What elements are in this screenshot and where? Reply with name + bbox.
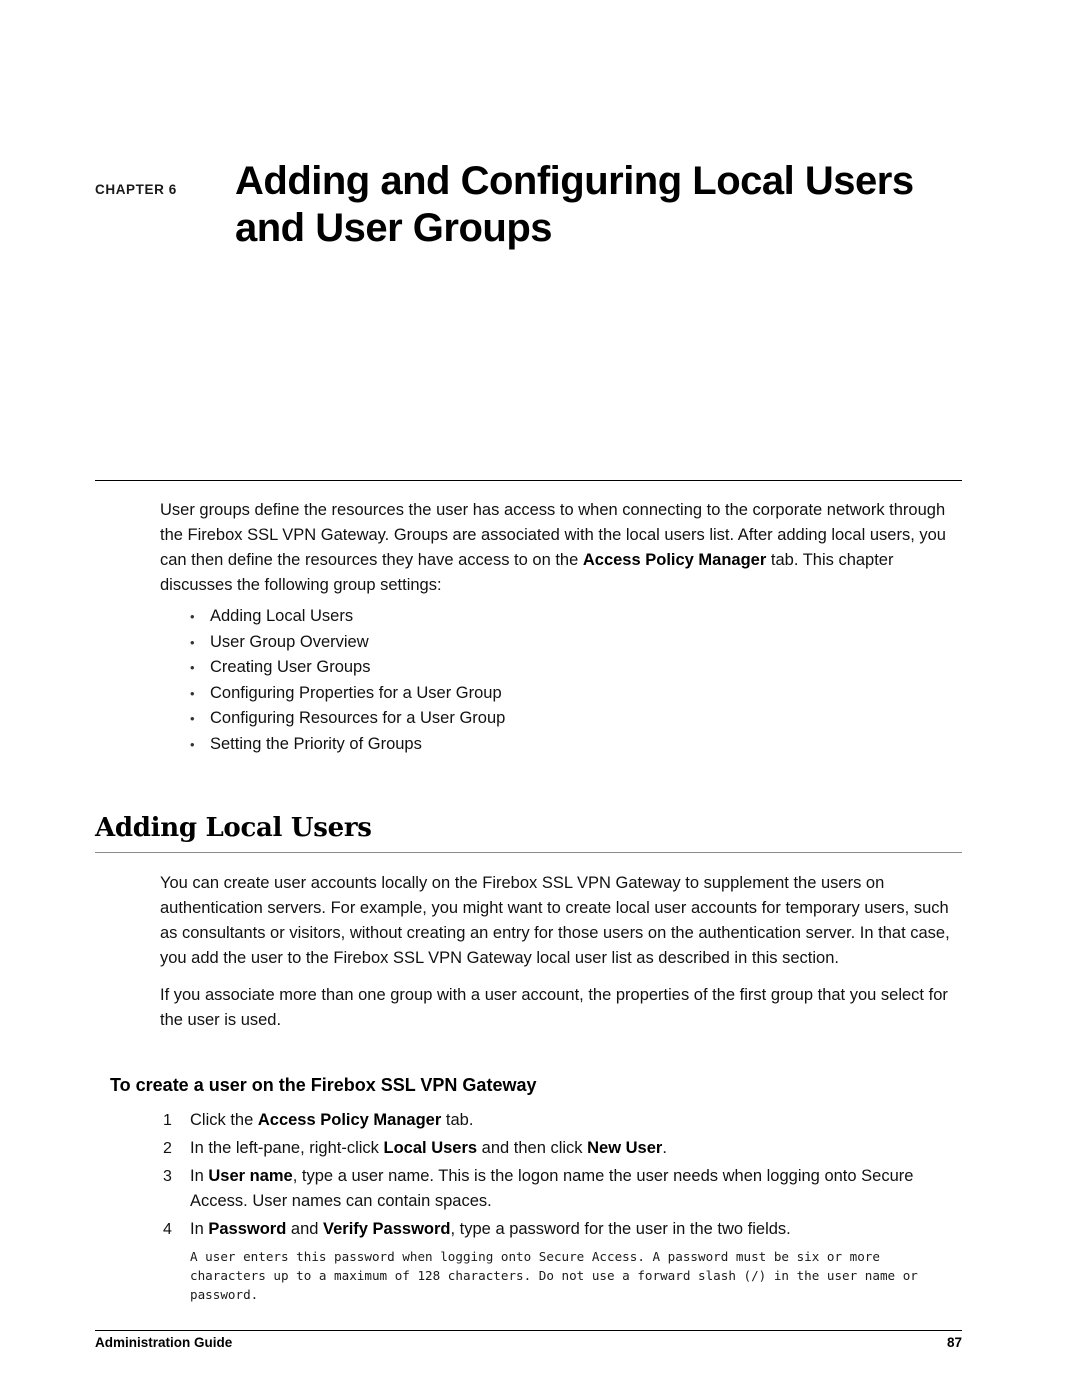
step-number: 1 [163,1112,172,1129]
step-number: 3 [163,1168,172,1185]
step-text: In the left-pane, right-click Local Users and then click New User. [190,1139,667,1157]
bullet-icon: • [190,711,195,726]
list-item [190,655,962,681]
note-text: A user enters this password when logging onto Secure Access. A password must be six or more characters up to a maximum of 128 characters. Do not use a forward slash (/) in the user name or password. [190,1249,918,1302]
paragraph: If you associate more than one group with a user account, the properties of the first group that you select for the user is used. [160,986,948,1029]
section-heading-rule [95,813,962,853]
step-item [163,1108,962,1133]
procedure-heading: To create a user on the Firebox SSL VPN Gateway [110,1075,537,1095]
page-title: Adding and Configuring Local Users and User Groups [235,159,914,250]
page-number: 87 [946,1335,962,1350]
procedure-steps [163,1108,962,1242]
step-item [163,1164,962,1214]
bullet-text: Creating User Groups [210,658,371,676]
bullet-icon: • [190,685,195,701]
step-item [163,1217,962,1242]
intro-paragraph: User groups define the resources the user has access to when connecting to the corporate network through the Firebox SSL VPN Gateway. Groups are associated with the local users list. After adding local users, you can then define the resources they have access to on the Access Policy Manager tab. This chapter discusses the following group settings: [160,501,946,594]
bullet-icon: • [190,660,195,675]
list-item [190,604,962,630]
list-item [190,732,962,758]
step-number: 4 [163,1221,172,1238]
bullet-icon: • [190,736,195,752]
bullet-text: Configuring Resources for a User Group [210,709,506,727]
list-item [190,681,962,707]
list-item [190,630,962,656]
step-text: Click the Access Policy Manager tab. [190,1111,474,1129]
bullet-icon: • [190,634,195,650]
footer [95,1330,962,1350]
step-item [163,1136,962,1161]
bullet-text: User Group Overview [210,632,369,651]
section-heading: Adding Local Users [95,813,372,843]
bullet-icon: • [190,609,195,624]
section-divider [95,480,962,481]
step-text: In Password and Verify Password, type a password for the user in the two fields. [190,1220,791,1238]
step-number: 2 [163,1140,172,1157]
chapter-label: CHAPTER 6 [95,182,177,197]
list-item [190,706,962,732]
bullet-list [190,604,962,757]
bullet-text: Setting the Priority of Groups [210,734,422,753]
step-text: In User name, type a user name. This is the logon name the user needs when logging onto Secure Access. User names can contain spaces. [190,1167,914,1210]
chapter-title-block [95,0,962,252]
paragraph: You can create user accounts locally on the Firebox SSL VPN Gateway to supplement the users on authentication servers. For example, you might want to create local user accounts for temporary users, such as consultants or visitors, without creating an entry for those users on the authentication server. In that case, you add the user to the Firebox SSL VPN Gateway local user list as described in this section. [160,874,950,967]
bullet-text: Configuring Properties for a User Group [210,683,502,702]
footer-title: Administration Guide [95,1335,233,1350]
bullet-text: Adding Local Users [210,607,354,625]
